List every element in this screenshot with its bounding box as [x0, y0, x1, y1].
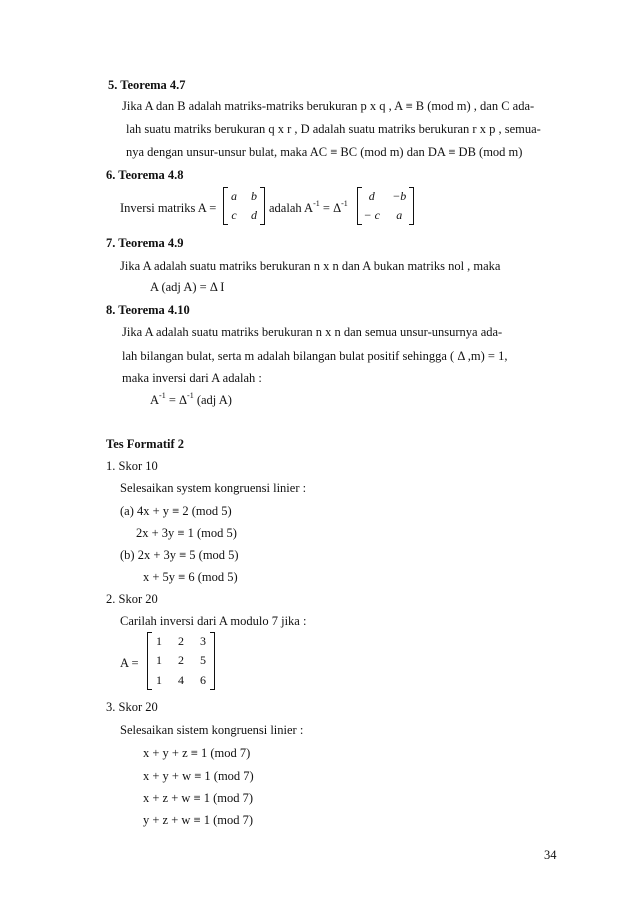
- theorem-4-7-heading: 5. Teorema 4.7: [108, 78, 186, 92]
- item-3-instruction: Selesaikan sistem kongruensi linier :: [120, 723, 304, 737]
- matrix-cell: 3: [200, 634, 206, 649]
- item-1-eq-a1: (a) 4x + y ≡ 2 (mod 5): [120, 504, 232, 518]
- matrix-adjugate: [357, 187, 414, 225]
- tes-formatif-heading: Tes Formatif 2: [106, 437, 184, 451]
- matrix-cell: 1: [156, 672, 162, 687]
- theorem-4-9-heading: 7. Teorema 4.9: [106, 236, 184, 250]
- equation-lhs: A: [150, 393, 160, 407]
- item-1-score: 1. Skor 10: [106, 459, 158, 473]
- matrix-cell: 1: [156, 653, 162, 668]
- matrix-cell: −b: [392, 189, 407, 203]
- theorem-4-10-line-2: lah bilangan bulat, serta m adalah bilangan bulat positif sehingga ( Δ ,m) = 1,: [122, 349, 508, 363]
- equation-rhs: (adj A): [193, 393, 232, 407]
- equation-exponent: -1: [159, 391, 166, 400]
- matrix-abcd: [223, 187, 265, 225]
- inverse-label: adalah A: [269, 201, 314, 215]
- matrix-cell: a: [396, 208, 403, 222]
- item-3-eq-4: y + z + w ≡ 1 (mod 7): [143, 813, 254, 827]
- matrix-cell: − c: [363, 208, 380, 222]
- matrix-cell: 2: [178, 634, 184, 649]
- theorem-4-9-line-2: A (adj A) = Δ I: [150, 280, 225, 294]
- matrix-cell: 1: [156, 634, 162, 649]
- matrix-cell: 2: [178, 653, 184, 668]
- item-3-eq-3: x + z + w ≡ 1 (mod 7): [143, 791, 254, 805]
- theorem-4-8-text: Inversi matriks A =: [120, 201, 217, 215]
- item-1-eq-a2: 2x + 3y ≡ 1 (mod 5): [136, 526, 237, 540]
- theorem-4-10-line-1: Jika A adalah suatu matriks berukuran n x n dan semua unsur-unsurnya ada-: [122, 325, 503, 339]
- theorem-4-7-line-2: lah suatu matriks berukuran q x r , D adalah suatu matriks berukuran r x p , semua-: [126, 122, 541, 136]
- item-1-eq-b2: x + 5y ≡ 6 (mod 5): [143, 570, 238, 584]
- theorem-4-10-line-3: maka inversi dari A adalah :: [122, 371, 262, 385]
- item-3-eq-2: x + y + w ≡ 1 (mod 7): [143, 769, 254, 783]
- matrix-cell: b: [251, 189, 257, 203]
- theorem-4-8-inverse: [269, 200, 348, 218]
- theorem-4-7-line-1: Jika A dan B adalah matriks-matriks berukuran p x q , A ≡ B (mod m) , dan C ada-: [122, 99, 535, 113]
- page-number: 34: [544, 848, 557, 862]
- theorem-4-7-line-3: nya dengan unsur-unsur bulat, maka AC ≡ BC (mod m) dan DA ≡ DB (mod m): [126, 145, 523, 159]
- equation-delta-exponent: -1: [187, 391, 194, 400]
- theorem-4-8-heading: 6. Teorema 4.8: [106, 168, 184, 182]
- delta-exponent: -1: [341, 199, 348, 208]
- matrix-cell: 6: [200, 672, 206, 687]
- matrix-cell: d: [368, 189, 375, 203]
- theorem-4-9-line-1: Jika A adalah suatu matriks berukuran n x n dan A bukan matriks nol , maka: [120, 259, 501, 273]
- matrix-cell: c: [231, 208, 237, 222]
- matrix-cell: 5: [200, 653, 206, 668]
- item-2-score: 2. Skor 20: [106, 592, 158, 606]
- item-3-eq-1: x + y + z ≡ 1 (mod 7): [143, 746, 251, 760]
- inverse-exponent: -1: [313, 199, 320, 208]
- delta-label: = Δ: [319, 201, 342, 215]
- equation-delta: = Δ: [165, 393, 188, 407]
- theorem-4-10-heading: 8. Teorema 4.10: [106, 303, 190, 317]
- matrix-cell: 4: [178, 672, 184, 687]
- item-1-instruction: Selesaikan system kongruensi linier :: [120, 481, 307, 495]
- item-2-instruction: Carilah inversi dari A modulo 7 jika :: [120, 614, 307, 628]
- matrix-cell: d: [251, 208, 257, 222]
- item-1-eq-b1: (b) 2x + 3y ≡ 5 (mod 5): [120, 548, 239, 562]
- matrix-cell: a: [231, 189, 237, 203]
- theorem-4-10-equation: [150, 392, 232, 410]
- item-3-score: 3. Skor 20: [106, 700, 158, 714]
- matrix-3x3: [147, 632, 215, 690]
- item-2-lhs: A =: [120, 656, 139, 670]
